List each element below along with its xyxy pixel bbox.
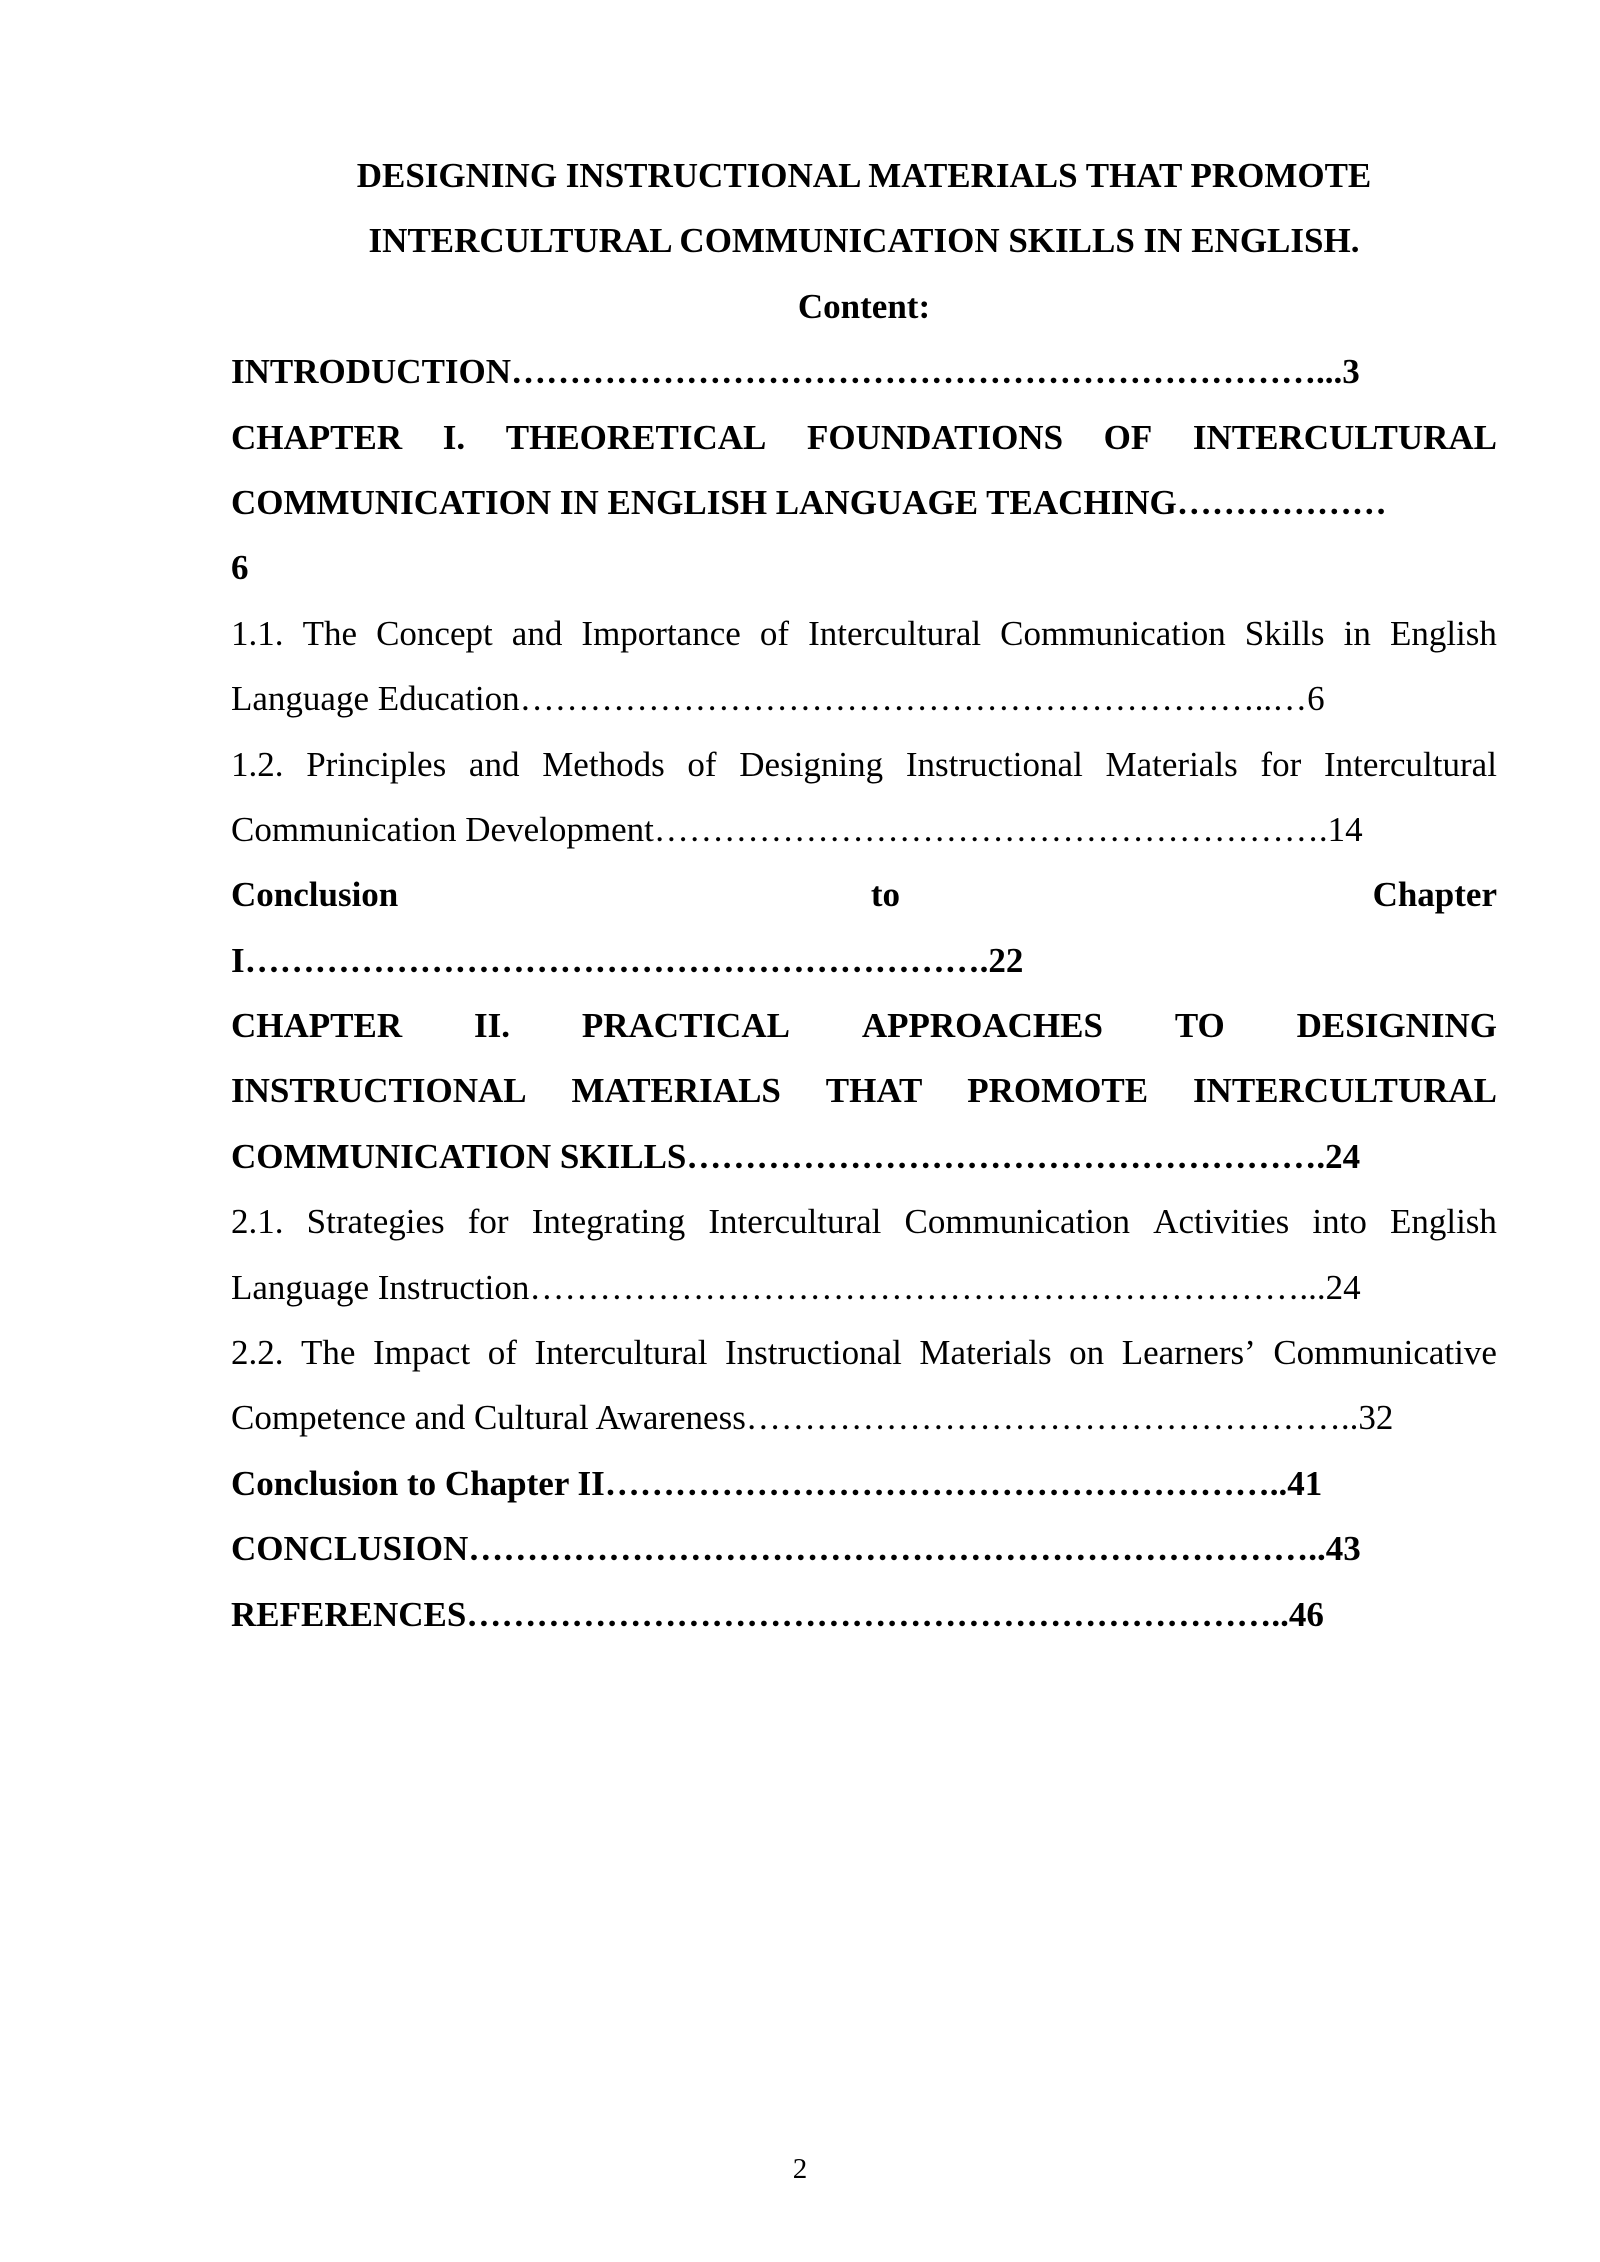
toc-word: I.: [442, 417, 466, 457]
toc-entry-chapter-2-line-1: [231, 993, 1497, 1058]
toc-word: Learners’: [1121, 1333, 1256, 1373]
toc-word: to: [870, 875, 900, 915]
toc-word: Skills: [1244, 613, 1325, 653]
toc-entry-section-2-1-line-1: [231, 1189, 1497, 1254]
toc-word: Chapter: [1372, 875, 1497, 915]
toc-entry-section-2-2-line-2: Competence and Cultural Awareness……………………………………………..32: [231, 1398, 1394, 1438]
toc-word: DESIGNING: [1296, 1006, 1497, 1046]
toc-entry-conclusion-chapter-1-line-1: [231, 862, 1497, 927]
toc-entry-chapter-1-line-1: [231, 405, 1497, 470]
toc-word: Communication: [904, 1202, 1131, 1242]
toc-word: 2.1.: [231, 1202, 284, 1242]
toc-word: Communicative: [1273, 1333, 1497, 1373]
toc-word: Materials: [1105, 744, 1238, 784]
toc-entry-section-2-2-line-1: [231, 1320, 1497, 1385]
toc-word: of: [487, 1333, 517, 1373]
toc-word: Intercultural: [808, 613, 982, 653]
toc-word: of: [687, 744, 717, 784]
toc-word: The: [301, 1333, 356, 1373]
toc-word: Designing: [739, 744, 884, 784]
toc-word: and: [468, 744, 520, 784]
document-title-line-1: DESIGNING INSTRUCTIONAL MATERIALS THAT PROMOTE: [356, 156, 1372, 195]
toc-word: 1.2.: [231, 744, 284, 784]
toc-word: Conclusion: [231, 875, 399, 915]
toc-word: Materials: [919, 1333, 1052, 1373]
toc-word: for: [1260, 744, 1302, 784]
toc-word: Importance: [581, 613, 741, 653]
toc-word: Concept: [376, 613, 493, 653]
toc-word: THAT: [825, 1071, 923, 1111]
toc-entry-chapter-2-line-3: COMMUNICATION SKILLS……………………………………………….24: [231, 1136, 1361, 1176]
toc-word: CHAPTER: [231, 1006, 403, 1046]
toc-word: CHAPTER: [231, 417, 403, 457]
toc-word: Intercultural: [708, 1202, 882, 1242]
toc-word: INTERCULTURAL: [1192, 1071, 1497, 1111]
toc-word: PROMOTE: [967, 1071, 1149, 1111]
toc-word: Strategies: [306, 1202, 445, 1242]
toc-entry-section-1-1-line-2: Language Education………………………………………………………..…6: [231, 679, 1325, 719]
toc-word: Instructional: [724, 1333, 902, 1373]
toc-word: MATERIALS: [571, 1071, 781, 1111]
toc-word: 1.1.: [231, 613, 284, 653]
toc-word: INTERCULTURAL: [1192, 417, 1497, 457]
toc-word: PRACTICAL: [581, 1006, 790, 1046]
toc-word: on: [1069, 1333, 1105, 1373]
toc-word: The: [302, 613, 357, 653]
toc-word: INSTRUCTIONAL: [231, 1071, 527, 1111]
toc-word: Methods: [542, 744, 665, 784]
toc-word: Instructional: [905, 744, 1083, 784]
toc-entry-section-1-1-line-1: [231, 601, 1497, 666]
toc-word: OF: [1103, 417, 1153, 457]
toc-word: and: [511, 613, 563, 653]
toc-entry-conclusion: CONCLUSION………………………………………………………………..43: [231, 1529, 1361, 1569]
toc-word: English: [1389, 1202, 1497, 1242]
toc-word: TO: [1174, 1006, 1225, 1046]
toc-word: 2.2.: [231, 1333, 284, 1373]
toc-entry-section-2-1-line-2: Language Instruction…………………………………………………………...24: [231, 1267, 1361, 1307]
toc-word: Intercultural: [534, 1333, 708, 1373]
toc-entry-introduction: INTRODUCTION……………………………………………………………...3: [231, 352, 1360, 392]
toc-word: into: [1312, 1202, 1367, 1242]
toc-word: Principles: [306, 744, 447, 784]
toc-word: English: [1389, 613, 1497, 653]
toc-word: of: [759, 613, 790, 653]
toc-entry-section-1-2-line-1: [231, 732, 1497, 797]
page-number: 2: [792, 2153, 808, 2185]
toc-entry-references: REFERENCES……………………………………………………………..46: [231, 1594, 1324, 1634]
toc-word: Integrating: [531, 1202, 686, 1242]
page-content: [231, 143, 1497, 1647]
toc-word: in: [1343, 613, 1371, 653]
toc-word: Impact: [373, 1333, 471, 1373]
toc-word: THEORETICAL: [505, 417, 767, 457]
toc-entry-chapter-2-line-2: [231, 1058, 1497, 1123]
document-title-line-2: INTERCULTURAL COMMUNICATION SKILLS IN ENGLISH.: [368, 221, 1360, 261]
toc-word: APPROACHES: [861, 1006, 1103, 1046]
toc-entry-chapter-1-page: 6: [231, 548, 249, 588]
toc-word: Intercultural: [1323, 744, 1497, 784]
toc-entry-section-1-2-line-2: Communication Development………………………………………………….14: [231, 809, 1363, 849]
toc-word: II.: [474, 1006, 510, 1046]
toc-word: Activities: [1153, 1202, 1290, 1242]
toc-entry-conclusion-chapter-2: Conclusion to Chapter II…………………………………………………..41: [231, 1463, 1323, 1503]
toc-word: FOUNDATIONS: [807, 417, 1064, 457]
toc-word: Communication: [1000, 613, 1226, 653]
contents-heading: Content:: [797, 286, 931, 326]
toc-entry-conclusion-chapter-1-line-2: I……………………………………………………….22: [231, 940, 1024, 980]
toc-entry-chapter-1-line-2: COMMUNICATION IN ENGLISH LANGUAGE TEACHING………………: [231, 482, 1387, 522]
toc-word: for: [467, 1202, 509, 1242]
